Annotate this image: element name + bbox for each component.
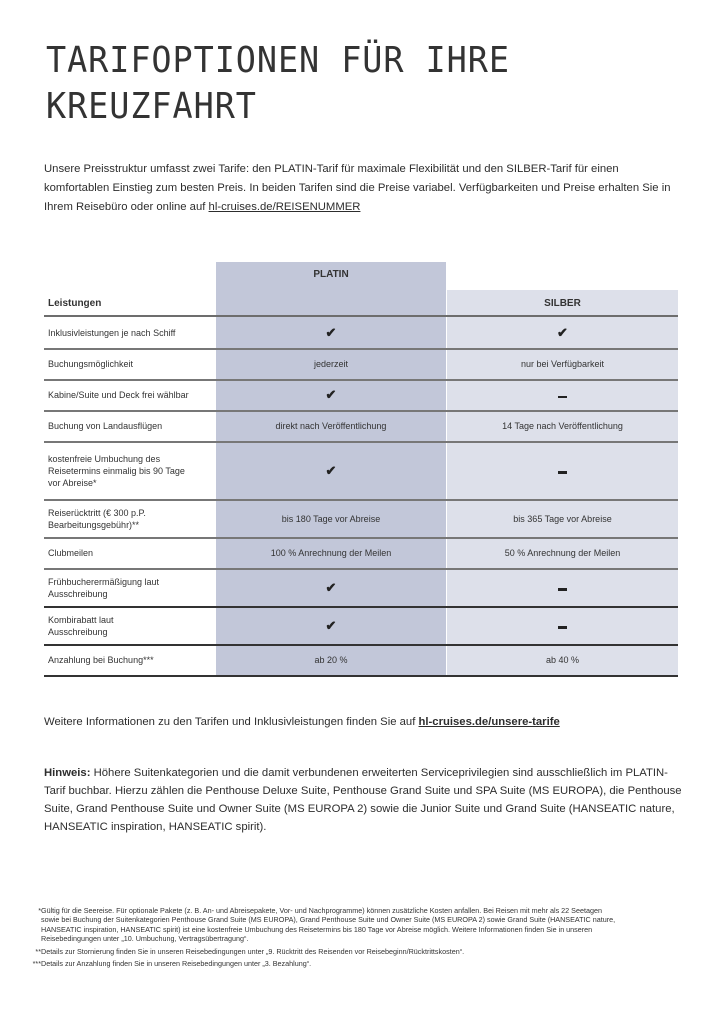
footnote-text: Details zur Anzahlung finden Sie in unseren Reisebedingungen unter „3. Bezahlung“. bbox=[41, 959, 312, 969]
table-row bbox=[44, 645, 678, 675]
silber-cell: 14 Tage nach Veröffentlichung bbox=[502, 421, 623, 431]
more-info-text: Weitere Informationen zu den Tarifen und Inklusivleistungen finden Sie auf bbox=[44, 716, 419, 728]
table-row bbox=[44, 607, 678, 644]
table-row bbox=[44, 380, 678, 410]
intro-paragraph bbox=[44, 160, 684, 217]
footnote-text: Gültig für die Seereise. Für optionale Pakete (z. B. An- und Abreisepakete, Vor- und Nachprogramme) können zusätzliche Kosten anfallen. Bei Reisen mit mehr als 22 Seetagen sowie bei Buchung der Suitenkategorien Penthouse Grand Suite (MS EUROPA), Grand Penthouse Suite und Owner Suite (MS EUROPA 2) sowie Grand Suite (HANSEATIC nature, HANSEATIC inspiration, HANSEATIC spirit) ist eine kostenfreie Umbuchung des Reisetermins bis 180 Tage vor Abreise möglich. Weitere Informationen finden Sie in unseren Reisebedingungen unter „10. Umbuchung, Vertragsübertragung“. bbox=[41, 906, 616, 944]
dash-icon bbox=[558, 471, 567, 474]
row-label: Buchungsmöglichkeit bbox=[48, 359, 134, 369]
silber-cell: bis 365 Tage vor Abreise bbox=[513, 513, 612, 524]
table-row bbox=[44, 500, 678, 537]
footnote-mark: ** bbox=[35, 946, 41, 956]
footnote bbox=[26, 906, 706, 944]
footnote-mark: *** bbox=[32, 959, 41, 969]
row-label: Inklusivleistungen je nach Schiff bbox=[48, 327, 176, 338]
dash-icon bbox=[558, 396, 567, 399]
silber-cell bbox=[447, 442, 678, 499]
leistungen-header: Leistungen bbox=[48, 298, 102, 309]
silber-cell bbox=[447, 380, 678, 410]
footnote-mark: * bbox=[38, 906, 41, 915]
silber-cell bbox=[447, 607, 678, 644]
silber-column-header: SILBER bbox=[544, 298, 581, 309]
row-label: kostenfreie Umbuchung des Reisetermins einmalig bis 90 Tage vor Abreise* bbox=[48, 453, 185, 488]
check-icon: ✔ bbox=[325, 387, 337, 402]
dash-icon bbox=[558, 588, 567, 591]
page-title bbox=[46, 38, 510, 130]
silber-cell bbox=[447, 317, 678, 348]
platin-column-header: PLATIN bbox=[313, 269, 349, 280]
check-icon: ✔ bbox=[557, 324, 568, 340]
table-header-row bbox=[44, 290, 678, 316]
table-row bbox=[44, 349, 678, 379]
row-label: Buchung von Landausflügen bbox=[48, 421, 163, 431]
silber-cell: 50 % Anrechnung der Meilen bbox=[504, 548, 621, 558]
platin-cell: jederzeit bbox=[313, 359, 349, 369]
row-label: Kombirabatt laut Ausschreibung bbox=[48, 614, 114, 637]
row-label: Frühbucherermäßigung laut Ausschreibung bbox=[48, 576, 160, 599]
row-label: Kabine/Suite und Deck frei wählbar bbox=[48, 390, 189, 400]
hinweis-label: Hinweis: bbox=[44, 767, 91, 779]
table-row bbox=[44, 569, 678, 606]
silber-cell bbox=[447, 569, 678, 606]
footnote-text: Details zur Stornierung finden Sie in unseren Reisebedingungen unter „9. Rücktritt des Reisenden vor Reisebeginn/Rücktrittskosten“. bbox=[41, 946, 465, 956]
platin-cell bbox=[216, 607, 446, 644]
platin-cell: bis 180 Tage vor Abreise bbox=[281, 513, 381, 524]
reisenummer-link[interactable]: hl-cruises.de/REISENUMMER bbox=[208, 201, 361, 213]
dash-icon bbox=[558, 626, 567, 629]
platin-cell bbox=[216, 442, 446, 499]
divider bbox=[44, 675, 678, 677]
platin-cell bbox=[216, 380, 446, 410]
row-label: Clubmeilen bbox=[48, 548, 94, 558]
table-row bbox=[44, 317, 678, 348]
page-title-line-2: KREUZFAHRT bbox=[46, 86, 257, 127]
footnote bbox=[26, 947, 706, 956]
platin-cell bbox=[216, 317, 446, 348]
unsere-tarife-link[interactable]: hl-cruises.de/unsere-tarife bbox=[418, 716, 560, 728]
platin-cell bbox=[216, 569, 446, 606]
row-label: Anzahlung bei Buchung*** bbox=[48, 655, 154, 665]
footnote bbox=[26, 959, 706, 968]
footnotes bbox=[26, 906, 706, 971]
page-title-line-1: TARIFOPTIONEN FÜR IHRE bbox=[46, 40, 510, 81]
table-row bbox=[44, 411, 678, 441]
platin-cell: ab 20 % bbox=[314, 655, 348, 665]
platin-cell: 100 % Anrechnung der Meilen bbox=[270, 548, 392, 558]
table-row bbox=[44, 442, 678, 499]
check-icon: ✔ bbox=[325, 617, 337, 633]
check-icon: ✔ bbox=[325, 579, 337, 595]
silber-cell: ab 40 % bbox=[545, 655, 580, 665]
row-label: Reiserücktritt (€ 300 p.P. Bearbeitungsgebühr)** bbox=[48, 507, 146, 530]
table-row bbox=[44, 538, 678, 568]
check-icon: ✔ bbox=[325, 462, 337, 478]
intro-text: Unsere Preisstruktur umfasst zwei Tarife: den PLATIN-Tarif für maximale Flexibilität und den SILBER-Tarif für einen komfortablen Einstieg zum besten Preis. In beiden Tarifen sind die Preise variabel. Verfügbarkeiten und Preise erhalten Sie in Ihrem Reisebüro oder online auf bbox=[44, 163, 671, 213]
platin-cell: direkt nach Veröffentlichung bbox=[275, 421, 387, 431]
hinweis-paragraph bbox=[44, 764, 684, 836]
check-icon: ✔ bbox=[325, 324, 337, 340]
silber-cell: nur bei Verfügbarkeit bbox=[520, 359, 605, 369]
more-info-paragraph bbox=[44, 714, 684, 730]
hinweis-text: Höhere Suitenkategorien und die damit verbundenen erweiterten Serviceprivilegien sind ausschließlich im PLATIN-Tarif buchbar. Hierzu zählen die Penthouse Deluxe Suite, Penthouse Grand Suite und SPA Suite (MS EUROPA), die Penthouse Suite, Grand Penthouse Suite und Owner Suite (MS EUROPA 2) sowie die Junior Suite und Grand Suite (HANSEATIC nature, HANSEATIC inspiration, HANSEATIC spirit). bbox=[44, 767, 682, 833]
